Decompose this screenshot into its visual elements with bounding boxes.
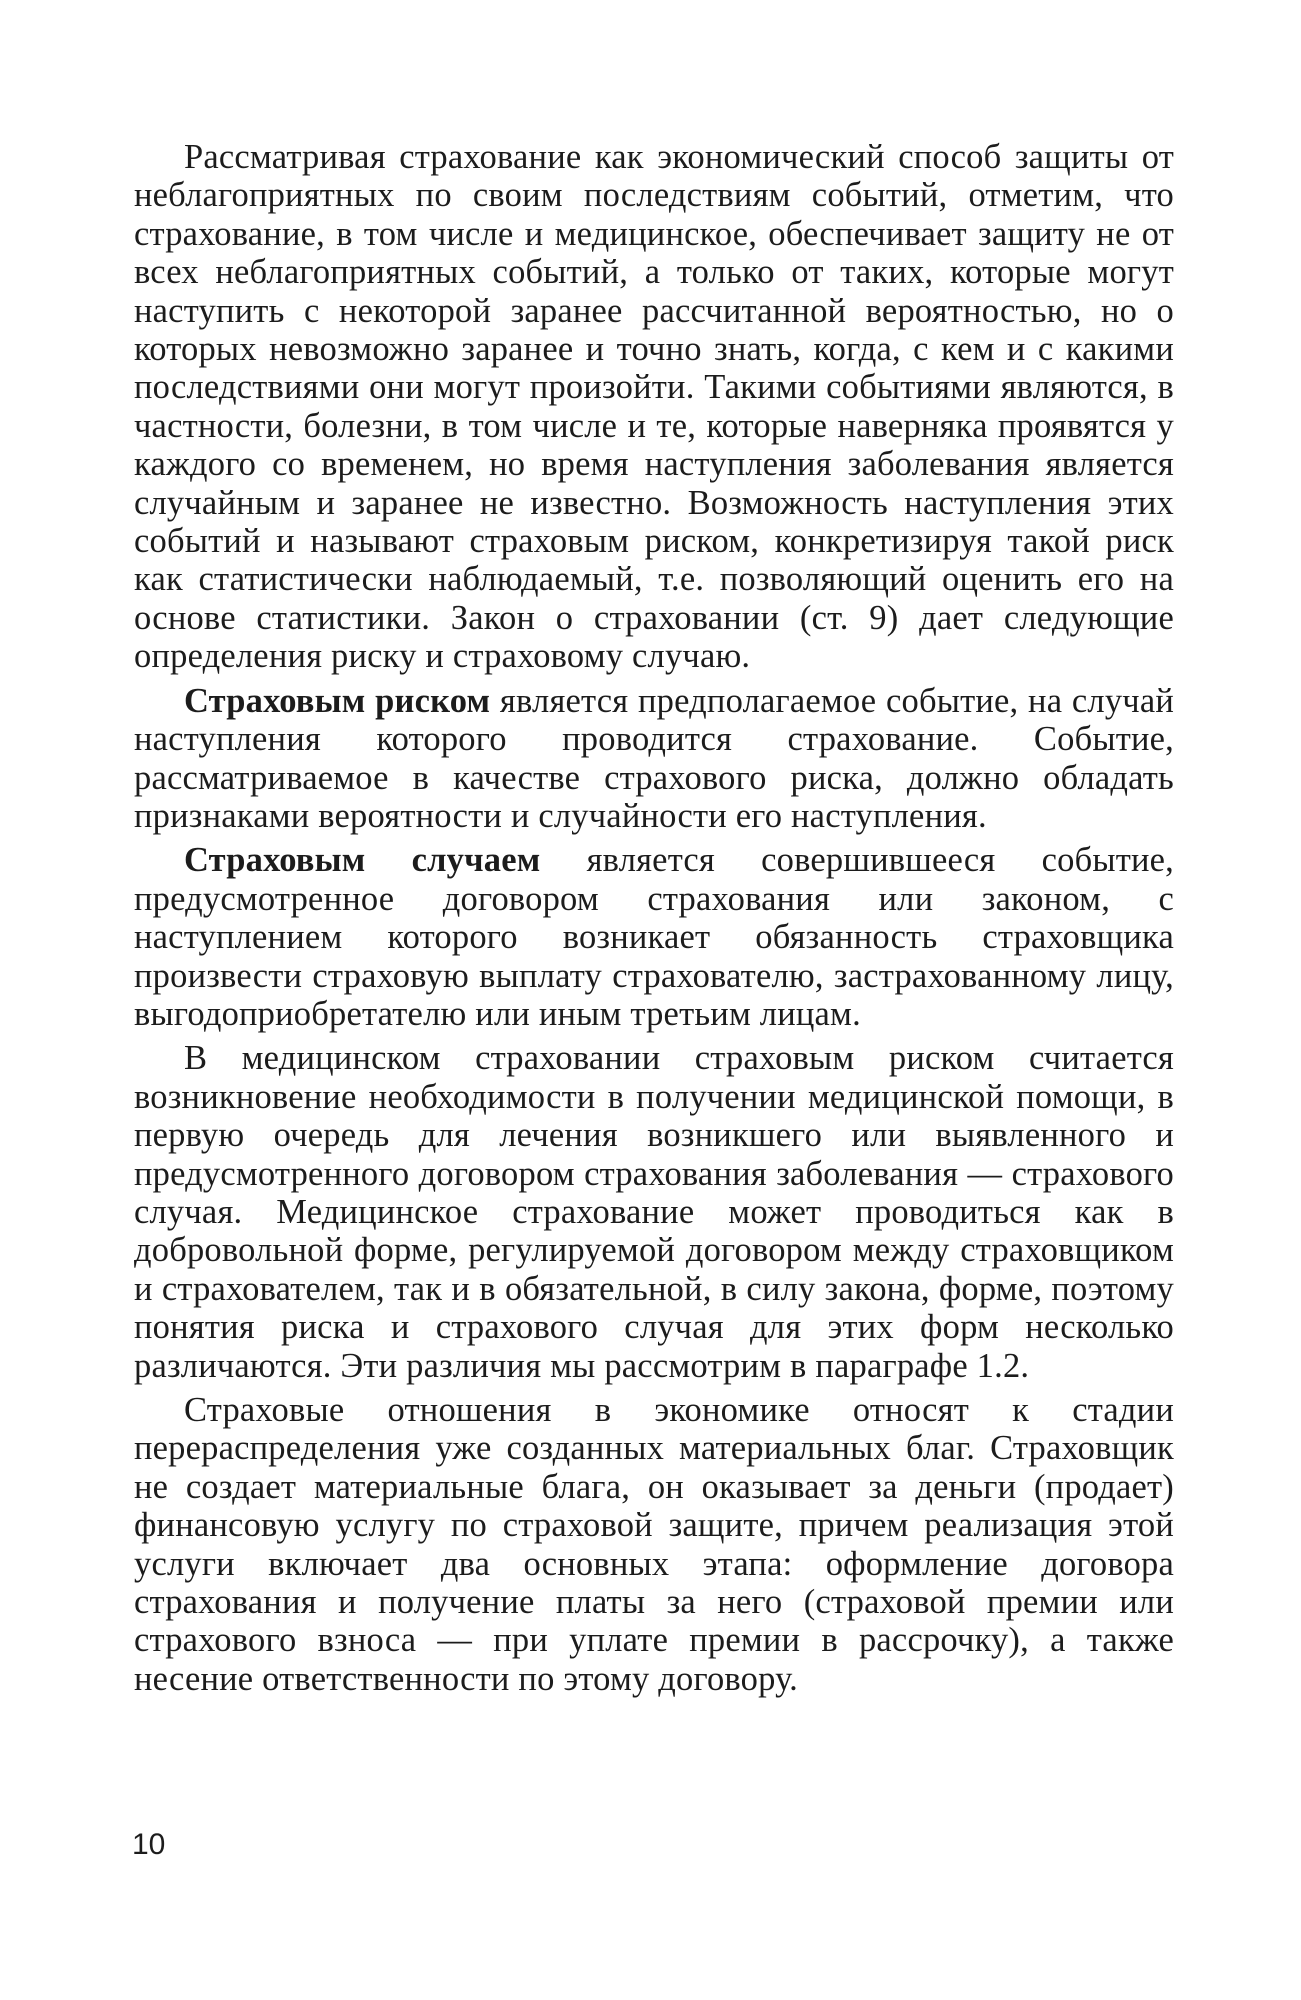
page-body [134,138,1174,1704]
paragraph-text: является предполагаемое событие, на случай наступления которого проводится страхование. Событие, рассматриваемое в качестве страхового риска, должно обладать признаками вероятности и случайности его наступления. [134,681,1174,835]
term-insurance-risk: Страховым риском [184,681,491,720]
paragraph-text: Страховые отношения в экономике относят к стадии перераспределения уже созданных материальных благ. Страховщик не создает материальные блага, он оказывает за деньги (продает) финансовую услугу по страховой защите, причем реализация этой услуги включает два основных этапа: оформление договора страхования и получение платы за него (страховой премии или страхового взноса — при уплате премии в рассрочку), а также несение ответственности по этому договору. [134,1391,1174,1698]
paragraph-text: В медицинском страховании страховым риском считается возникновение необходимости в получении медицинской помощи, в первую очередь для лечения возникшего или выявленного и предусмотренного договором страхования заболевания — страхового случая. Медицинское страхование может проводиться как в добровольной форме, регулируемой договором между страховщиком и страхователем, так и в обязательной, в силу закона, форме, поэтому понятия риска и страхового случая для этих форм несколько различаются. Эти различия мы рассмотрим в параграфе 1.2. [134,1039,1174,1385]
paragraph-insurance-intro [134,138,1174,676]
paragraph-text: является совершившееся событие, предусмотренное договором страхования или законом, с наступлением которого возникает обязанность страховщика произвести страховую выплату страхователю, застрахованному лицу, выгодоприобретателю или иным третьим лицам. [134,841,1175,1033]
paragraph-insurance-case-definition [134,841,1174,1033]
paragraph-text: Рассматривая страхование как экономический способ защиты от неблагоприятных по своим последствиям событий, отметим, что страхование, в том числе и медицинское, обеспечивает защиту не от всех неблагоприятных событий, а только от таких, которые могут наступить с некоторой заранее рассчитанной вероятностью, но о которых невозможно заранее и точно знать, когда, с кем и с какими последствиями они могут произойти. Такими событиями являются, в частности, болезни, в том числе и те, которые наверняка проявятся у каждого со временем, но время наступления заболевания является случайным и заранее не известно. Возможность наступления этих событий и называют страховым риском, конкретизируя такой риск как статистически наблюдаемый, т.е. позволяющий оценить его на основе статистики. Закон о страховании (ст. 9) дает следующие определения риску и страховому случаю. [134,138,1174,676]
paragraph-insurance-risk-definition [134,682,1174,836]
term-insurance-case: Страховым случаем [184,841,541,880]
paragraph-medical-insurance [134,1039,1174,1385]
paragraph-insurance-relations [134,1391,1174,1698]
page-number: 10 [132,1828,166,1861]
